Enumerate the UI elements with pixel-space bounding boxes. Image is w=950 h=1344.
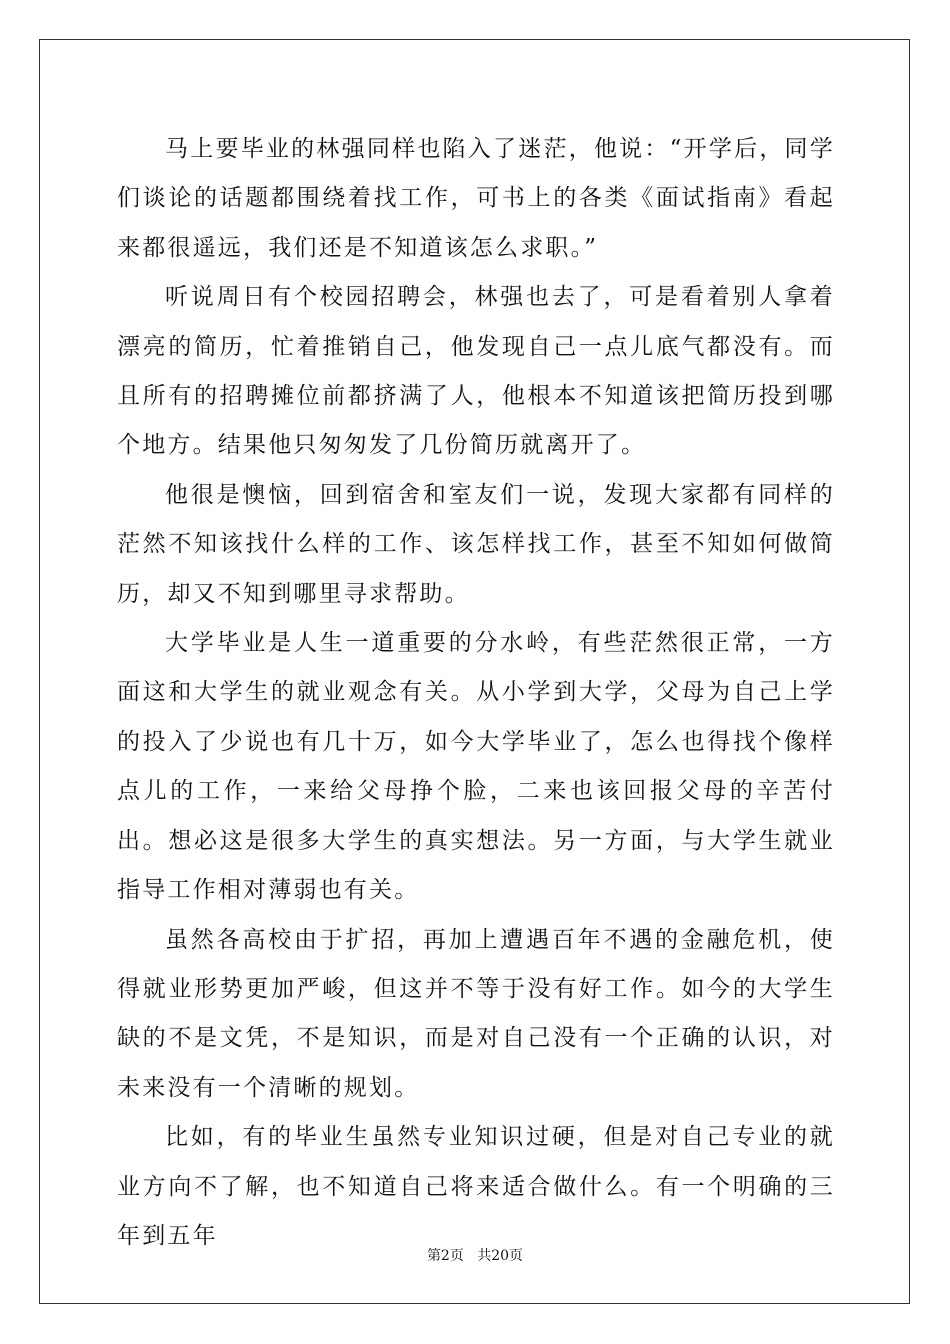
paragraph: 比如，有的毕业生虽然专业知识过硬，但是对自己专业的就业方向不了解，也不知道自己将来适合做什么。有一个明确的三年到五年 <box>117 1124 835 1249</box>
page-number-total: 共20页 <box>477 1248 524 1264</box>
page-footer <box>0 1245 950 1265</box>
paragraph: 大学毕业是人生一道重要的分水岭，有些茫然很正常，一方面这和大学生的就业观念有关。从小学到大学，父母为自己上学的投入了少说也有几十万，如今大学毕业了，怎么也得找个像样点儿的工作，一来给父母挣个脸，二来也该回报父母的辛苦付出。想必这是很多大学生的真实想法。另一方面，与大学生就业指导工作相对薄弱也有关。 <box>117 630 835 904</box>
paragraph: 虽然各高校由于扩招，再加上遭遇百年不遇的金融危机，使得就业形势更加严峻，但这并不等于没有好工作。如今的大学生缺的不是文凭，不是知识，而是对自己没有一个正确的认识，对未来没有一个清晰的规划。 <box>117 926 835 1101</box>
paragraph: 马上要毕业的林强同样也陷入了迷茫，他说：“开学后，同学们谈论的话题都围绕着找工作，可书上的各类《面试指南》看起来都很遥远，我们还是不知道该怎么求职。” <box>117 136 835 261</box>
paragraph: 听说周日有个校园招聘会，林强也去了，可是看着别人拿着漂亮的简历，忙着推销自己，他发现自己一点儿底气都没有。而且所有的招聘摊位前都挤满了人，他根本不知道该把简历投到哪个地方。结果他只匆匆发了几份简历就离开了。 <box>117 284 835 459</box>
page-number-current: 第2页 <box>426 1248 464 1264</box>
paragraph: 他很是懊恼，回到宿舍和室友们一说，发现大家都有同样的茫然不知该找什么样的工作、该怎样找工作，甚至不知如何做简历，却又不知到哪里寻求帮助。 <box>117 481 835 607</box>
document-body <box>117 125 835 1261</box>
